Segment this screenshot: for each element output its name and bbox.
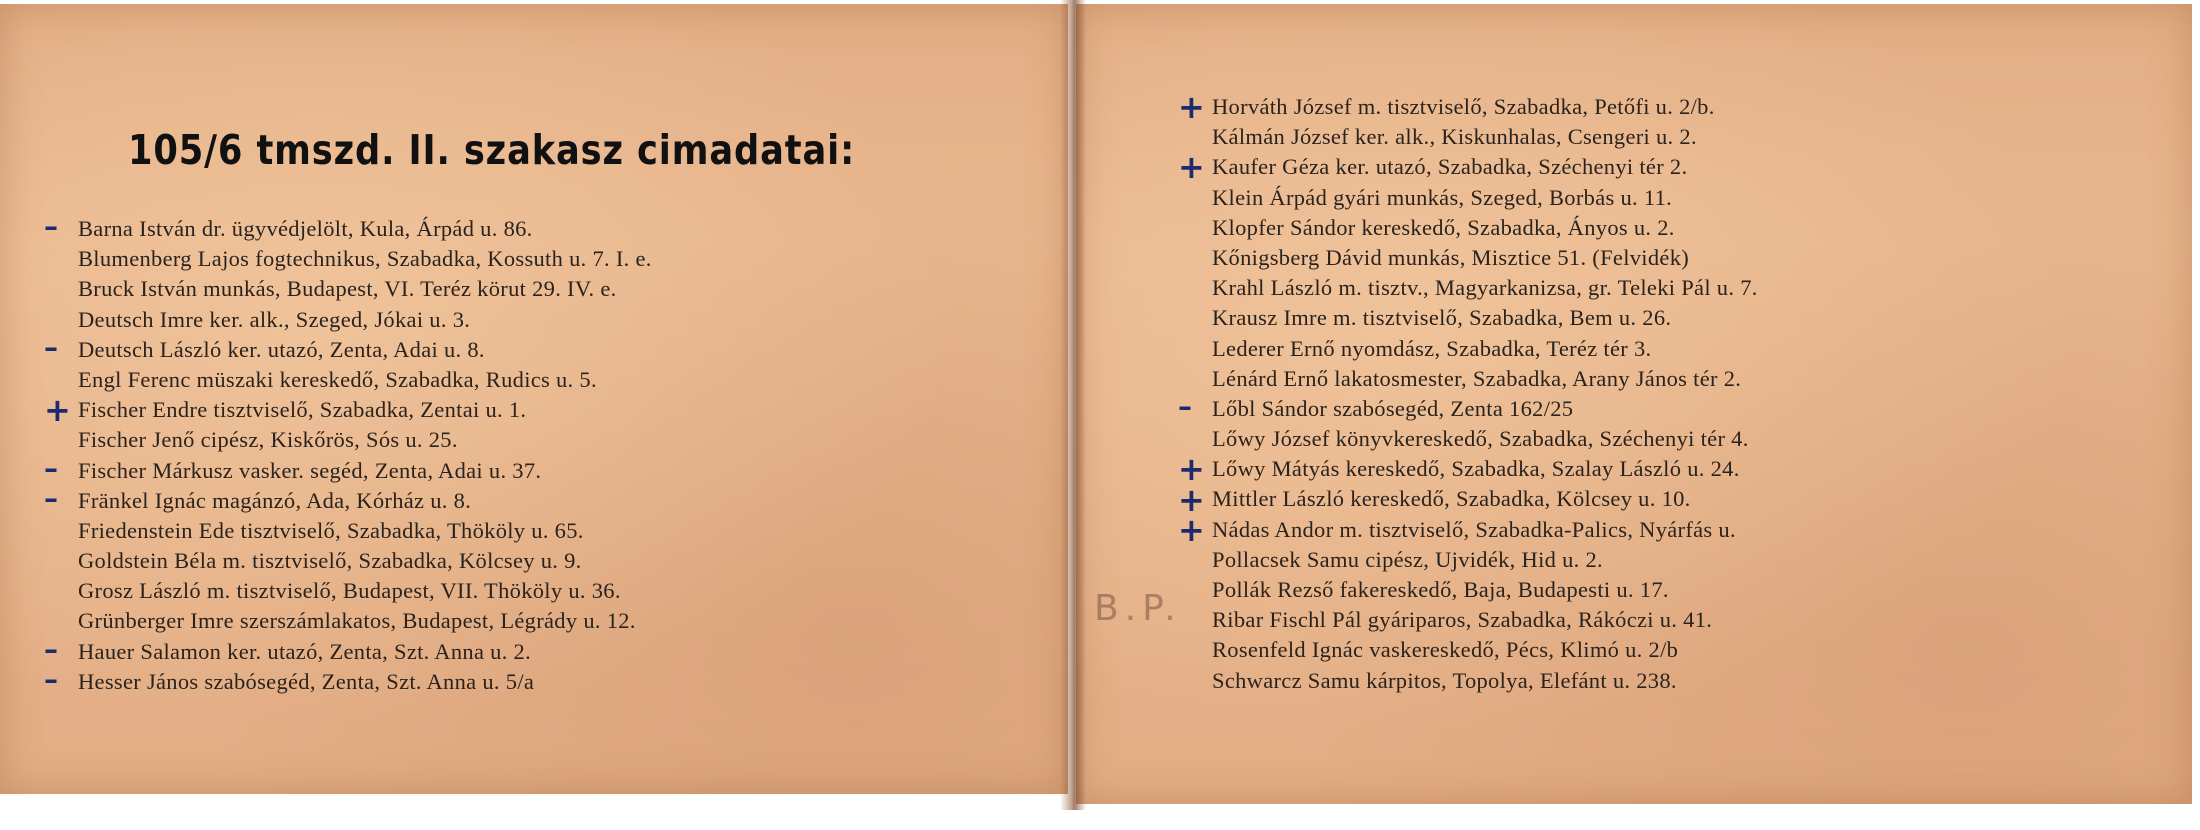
list-item: Fischer Márkusz vasker. segéd, Zenta, Adai u. 37. bbox=[78, 457, 542, 483]
ink-cross-mark: + bbox=[44, 391, 71, 430]
ink-dash-mark: – bbox=[44, 481, 58, 515]
list-item: Bruck István munkás, Budapest, VI. Teréz körut 29. IV. e. bbox=[78, 276, 617, 302]
ink-cross-mark: + bbox=[1178, 148, 1205, 187]
list-item: Deutsch László ker. utazó, Zenta, Adai u. 8. bbox=[78, 336, 485, 362]
right-address-list bbox=[1212, 92, 1758, 696]
list-item: Lénárd Ernő lakatosmester, Szabadka, Arany János tér 2. bbox=[1212, 365, 1742, 391]
list-item: Lőwy Mátyás kereskedő, Szabadka, Szalay László u. 24. bbox=[1212, 456, 1740, 482]
list-item: Kálmán József ker. alk., Kiskunhalas, Csengeri u. 2. bbox=[1212, 124, 1697, 150]
list-item: Kőnigsberg Dávid munkás, Misztice 51. (Felvidék) bbox=[1212, 244, 1690, 270]
ink-dash-mark: – bbox=[44, 330, 58, 364]
list-item: Mittler László kereskedő, Szabadka, Kölcsey u. 10. bbox=[1212, 486, 1691, 512]
ink-cross-mark: + bbox=[1178, 480, 1205, 519]
left-address-list bbox=[78, 214, 652, 697]
list-item: Lőwy József könyvkereskedő, Szabadka, Széchenyi tér 4. bbox=[1212, 426, 1749, 452]
booklet-spine bbox=[1060, 0, 1086, 810]
ink-cross-mark: + bbox=[1178, 88, 1205, 126]
list-item: Barna István dr. ügyvédjelölt, Kula, Árpád u. 86. bbox=[78, 216, 533, 241]
list-item: Grünberger Imre szerszámlakatos, Budapest, Légrády u. 12. bbox=[78, 608, 636, 634]
page-heading: 105/6 tmszd. II. szakasz cimadatai: bbox=[128, 126, 856, 174]
list-item: Pollacsek Samu cipész, Ujvidék, Hid u. 2. bbox=[1212, 546, 1603, 572]
list-item: Hesser János szabósegéd, Zenta, Szt. Anna u. 5/a bbox=[78, 668, 535, 694]
list-item: Grosz László m. tisztviselő, Budapest, VII. Thököly u. 36. bbox=[78, 578, 621, 604]
list-item: Ribar Fischl Pál gyáriparos, Szabadka, Rákóczi u. 41. bbox=[1212, 607, 1713, 633]
list-item: Klein Árpád gyári munkás, Szeged, Borbás u. 11. bbox=[1212, 184, 1673, 210]
list-item: Fischer Endre tisztviselő, Szabadka, Zentai u. 1. bbox=[78, 397, 527, 423]
ink-dash-mark: – bbox=[44, 451, 58, 485]
list-item: Deutsch Imre ker. alk., Szeged, Jókai u. 3. bbox=[78, 306, 471, 332]
list-item: Goldstein Béla m. tisztviselő, Szabadka, Kölcsey u. 9. bbox=[78, 548, 582, 574]
list-item: Friedenstein Ede tisztviselő, Szabadka, Thököly u. 65. bbox=[78, 517, 584, 543]
ink-cross-mark: + bbox=[1178, 450, 1205, 489]
list-item: Krausz Imre m. tisztviselő, Szabadka, Bem u. 26. bbox=[1212, 305, 1672, 331]
ink-dash-mark: – bbox=[44, 632, 58, 666]
list-item: Pollák Rezső fakereskedő, Baja, Budapesti u. 17. bbox=[1212, 577, 1669, 602]
list-item: Rosenfeld Ignác vaskereskedő, Pécs, Klimó u. 2/b bbox=[1212, 637, 1679, 663]
list-item: Hauer Salamon ker. utazó, Zenta, Szt. Anna u. 2. bbox=[78, 638, 532, 664]
ink-dash-mark: – bbox=[44, 210, 58, 243]
ink-dash-mark: – bbox=[44, 663, 58, 696]
list-item: Krahl László m. tisztv., Magyarkanizsa, gr. Teleki Pál u. 7. bbox=[1212, 275, 1758, 301]
list-item: Engl Ferenc müszaki kereskedő, Szabadka, Rudics u. 5. bbox=[78, 366, 597, 392]
list-item: Lőbl Sándor szabósegéd, Zenta 162/25 bbox=[1212, 395, 1574, 421]
list-item: Fischer Jenő cipész, Kiskőrös, Sós u. 25. bbox=[78, 427, 458, 453]
ink-cross-mark: + bbox=[1178, 510, 1205, 549]
list-item: Kaufer Géza ker. utazó, Szabadka, Széchenyi tér 2. bbox=[1212, 154, 1688, 180]
list-item: Schwarcz Samu kárpitos, Topolya, Elefánt u. 238. bbox=[1212, 667, 1677, 693]
list-item: Nádas Andor m. tisztviselő, Szabadka-Palics, Nyárfás u. bbox=[1212, 516, 1736, 542]
pencil-note: B.P. bbox=[1094, 588, 1182, 629]
ink-dash-mark: – bbox=[1178, 390, 1192, 423]
list-item: Klopfer Sándor kereskedő, Szabadka, Ányos u. 2. bbox=[1212, 214, 1675, 240]
list-item: Horváth József m. tisztviselő, Szabadka, Petőfi u. 2/b. bbox=[1212, 94, 1715, 119]
list-item: Blumenberg Lajos fogtechnikus, Szabadka, Kossuth u. 7. I. e. bbox=[78, 246, 652, 272]
list-item: Lederer Ernő nyomdász, Szabadka, Teréz tér 3. bbox=[1212, 335, 1652, 361]
list-item: Fränkel Ignác magánzó, Ada, Kórház u. 8. bbox=[78, 487, 472, 513]
